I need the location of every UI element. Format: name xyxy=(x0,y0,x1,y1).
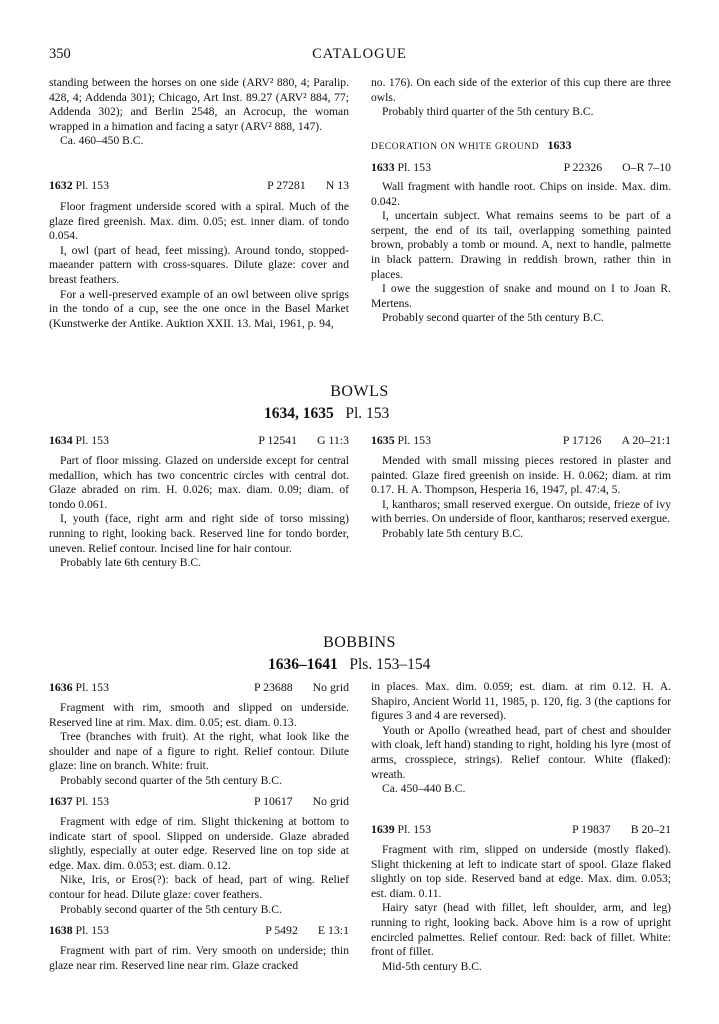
section-heading-bobbins: BOBBINS xyxy=(323,634,396,651)
entry-grid: No grid xyxy=(312,680,349,694)
text-paragraph: Fragment with rim, slipped on underside (mostly flaked). Slight thickening at left to indicate start of spool. Glaze flaked slightly on top side. Reserved band at edge. Max. dim. 0.053; est. diam. 0.11. xyxy=(371,843,671,900)
entry-plate: Pl. 153 xyxy=(75,680,109,694)
entry-grid: O–R 7–10 xyxy=(622,160,671,174)
text-paragraph: I, uncertain subject. What remains seems to be part of a serpent, the end of its tail, overlapping something painted brown, probably a tomb or mound. A, next to handle, palmette in black pattern. Drawing in reddish brown, rather thin in places. xyxy=(371,209,671,281)
entry-number: 1636 xyxy=(49,680,73,694)
text-paragraph: Tree (branches with fruit). At the right, what look like the shoulder and nape of a figure to right. Relief contour. Dilute glaze: line on branch. White: fruit. xyxy=(49,730,349,773)
entry-header-1634 xyxy=(49,433,349,447)
entry-body-1635 xyxy=(371,454,671,542)
entry-header-1632 xyxy=(49,178,349,192)
entry-body-1638 xyxy=(49,944,349,973)
text-paragraph: Mended with small missing pieces restored in plaster and painted. Glaze fired greenish on inside. H. 0.062; diam. at rim 0.17. H. A. Thompson, Hesperia 16, 1947, pl. 47:4, 5. xyxy=(371,454,671,497)
section-subheading-bobbins: 1636–1641 Pls. 153–154 xyxy=(268,656,431,673)
entry-grid: G 11:3 xyxy=(316,433,349,447)
entry-header-1633 xyxy=(371,160,671,174)
text-paragraph: Probably second quarter of the 5th century B.C. xyxy=(60,773,282,787)
text-paragraph: I, kantharos; small reserved exergue. On outside, frieze of ivy with berries. On underside of floor, kantharos; reserved exergue. xyxy=(371,497,671,526)
entry-grid: N 13 xyxy=(325,178,349,192)
entry-number: 1638 xyxy=(49,923,73,937)
entry-plate: Pl. 153 xyxy=(397,822,431,836)
text-paragraph: Nike, Iris, or Eros(?): back of head, part of wing. Relief contour for head. Dilute glaze: cover feathers. xyxy=(49,873,349,901)
entry-inventory: P 12541 xyxy=(258,433,297,447)
entry-inventory: P 10617 xyxy=(254,794,293,808)
entry-inventory: P 23688 xyxy=(254,680,293,694)
entry-header-1637 xyxy=(49,794,349,808)
text-paragraph: Fragment with part of rim. Very smooth on underside; thin glaze near rim. Reserved line near rim. Glaze cracked xyxy=(49,944,349,972)
text-paragraph: Fragment with edge of rim. Slight thickening at bottom to indicate start of spool. Slipped on underside. Glaze abraded slightly, especially at outer edge. Reserved line on top side at edge. Max. dim. 0.053; est. diam. 0.12. xyxy=(49,815,349,872)
entry-plate: Pl. 153 xyxy=(75,178,109,192)
entry-plate: Pl. 153 xyxy=(397,160,431,174)
section-subheading-bowls: 1634, 1635 Pl. 153 xyxy=(264,405,390,422)
entry-number: 1635 xyxy=(371,433,395,447)
entry-body-1639 xyxy=(371,843,671,974)
entry-grid: E 13:1 xyxy=(317,923,349,937)
entry-header-1636 xyxy=(49,680,349,694)
entry-header-1639 xyxy=(371,822,671,836)
entry-plate: Pl. 153 xyxy=(397,433,431,447)
text-paragraph: standing between the horses on one side (ARV² 880, 4; Paralip. 428, 4; Addenda 301); Chicago, Art Inst. 89.27 (ARV² 884, 77; Addenda 302); and Berlin 2548, an Acrocup, the woman wrapped in a himation and facing a satyr (ARV² 888, 147). xyxy=(49,76,349,133)
entry-body-1637 xyxy=(49,815,349,917)
entry-inventory: P 22326 xyxy=(563,160,603,174)
text-paragraph: I, youth (face, right arm and right side of torso missing) running to right, looking back. Reserved line for tondo border, uneven. Relief contour. Incised line for hair contour. xyxy=(49,512,349,555)
left-continuation xyxy=(49,76,349,149)
text-paragraph: Ca. 460–450 B.C. xyxy=(60,134,144,148)
entry-number: 1639 xyxy=(371,822,395,836)
entry-number: 1633 xyxy=(371,160,395,174)
page-number: 350 xyxy=(49,46,71,62)
entry-body-1633 xyxy=(371,180,671,326)
right-continuation-1638 xyxy=(371,680,671,797)
entry-header-1638 xyxy=(49,923,349,937)
entry-number: 1637 xyxy=(49,794,73,808)
text-paragraph: Probably second quarter of the 5th century B.C. xyxy=(382,311,604,325)
section-heading-bowls: BOWLS xyxy=(330,383,389,400)
text-paragraph: Probably late 5th century B.C. xyxy=(382,526,524,540)
entry-grid: No grid xyxy=(312,794,349,808)
entry-body-1634 xyxy=(49,454,349,571)
entry-grid: B 20–21 xyxy=(630,822,671,836)
decoration-heading: DECORATION ON WHITE GROUND 1633 xyxy=(371,138,572,152)
text-paragraph: I, owl (part of head, feet missing). Around tondo, stopped-maeander pattern with cross-squares. Dilute glaze: cover and breast feathers. xyxy=(49,243,349,286)
entry-plate: Pl. 153 xyxy=(75,794,109,808)
text-paragraph: Ca. 450–440 B.C. xyxy=(382,782,466,796)
entry-inventory: P 27281 xyxy=(267,178,306,192)
entry-header-1635 xyxy=(371,433,671,447)
right-continuation xyxy=(371,76,671,120)
text-paragraph: Fragment with rim, smooth and slipped on underside. Reserved line at rim. Max. dim. 0.05; est. diam. 0.13. xyxy=(49,701,349,729)
entry-plate: Pl. 153 xyxy=(75,923,109,937)
entry-grid: A 20–21:1 xyxy=(621,433,671,447)
text-paragraph: Part of floor missing. Glazed on underside except for central medallion, which has two concentric circles with central dot. Glaze abraded on rim. H. 0.026; max. diam. 0.09; diam. of tondo 0.061. xyxy=(49,454,349,511)
entry-number: 1632 xyxy=(49,178,73,192)
entry-number: 1634 xyxy=(49,433,73,447)
text-paragraph: Probably third quarter of the 5th century B.C. xyxy=(382,105,594,119)
entry-inventory: P 17126 xyxy=(562,433,602,447)
entry-body-1632 xyxy=(49,200,349,331)
text-paragraph: Probably second quarter of the 5th century B.C. xyxy=(60,902,282,916)
text-paragraph: Floor fragment underside scored with a spiral. Much of the glaze fired greenish. Max. dim. 0.05; est. inner diam. of tondo 0.054. xyxy=(49,200,349,243)
entry-plate: Pl. 153 xyxy=(75,433,109,447)
entry-body-1636 xyxy=(49,701,349,789)
text-paragraph: Hairy satyr (head with fillet, left shoulder, arm, and leg) running to right, looking back. Above him is a row of upright encircled palmettes. Relief contour. Red: back of fillet. White: front of fillet. xyxy=(371,901,671,959)
text-paragraph: Wall fragment with handle root. Chips on inside. Max. dim. 0.042. xyxy=(371,180,671,208)
text-paragraph: Youth or Apollo (wreathed head, part of chest and shoulder with cloak, left hand) standing to right, holding his lyre (most of arms, crosspiece, strings). Relief contour. White (flaked): wreath. xyxy=(371,723,671,781)
entry-inventory: P 19837 xyxy=(572,822,611,836)
text-paragraph: For a well-preserved example of an owl between olive sprigs in the tondo of a cup, see the one once in the Basel Market (Kunstwerke der Antike. Auktion XXII. 13. Mai, 1961, p. 94, xyxy=(49,287,349,330)
text-paragraph: Mid-5th century B.C. xyxy=(382,959,482,973)
running-title: CATALOGUE xyxy=(312,46,407,62)
text-paragraph: in places. Max. dim. 0.059; est. diam. at rim 0.12. H. A. Shapiro, Ancient World 11, 1985, p. 120, fig. 3 (the captions for figures 3 and 4 are reversed). xyxy=(371,680,671,723)
entry-inventory: P 5492 xyxy=(265,923,298,937)
text-paragraph: I owe the suggestion of snake and mound on I to Joan R. Mertens. xyxy=(371,282,671,310)
text-paragraph: no. 176). On each side of the exterior of this cup there are three owls. xyxy=(371,76,671,104)
text-paragraph: Probably late 6th century B.C. xyxy=(60,556,202,570)
